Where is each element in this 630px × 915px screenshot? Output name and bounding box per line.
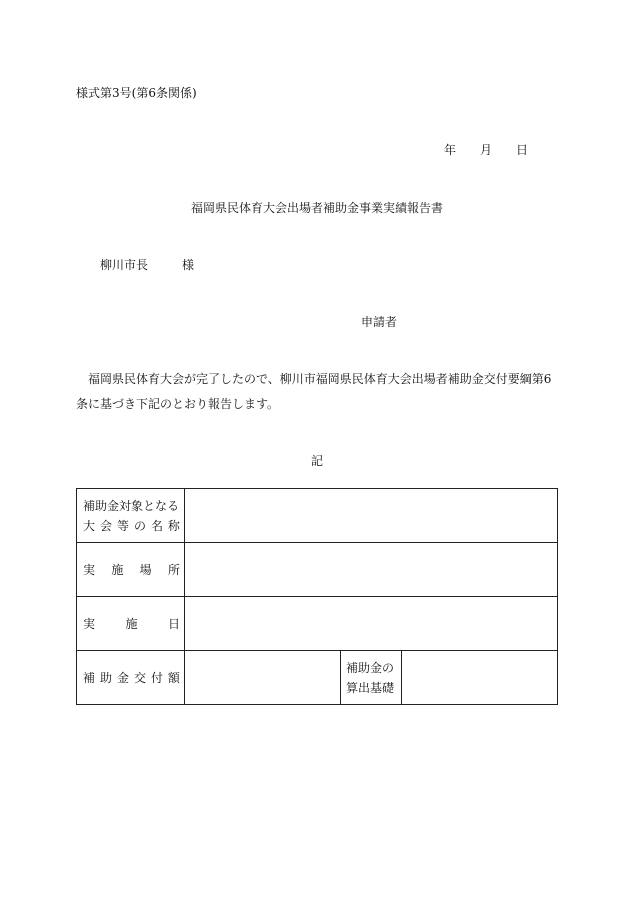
label-char: 付 — [150, 671, 163, 685]
applicant-label: 申請者 — [361, 315, 398, 329]
subsidy-amount-label-cell — [77, 651, 185, 705]
label-char: 実 — [83, 563, 96, 577]
date-label-cell — [77, 597, 185, 651]
label-char: 称 — [167, 518, 180, 533]
label-char: 所 — [167, 563, 180, 577]
form-number: 様式第3号(第6条関係) — [76, 86, 197, 100]
label-char: 場 — [139, 563, 152, 577]
calculation-basis-label-cell — [341, 651, 402, 705]
table-row — [77, 651, 558, 705]
calculation-basis-value-cell[interactable] — [402, 651, 558, 705]
label-char: 等 — [116, 518, 129, 533]
label-char: 日 — [167, 617, 180, 631]
body-text: 福岡県民体育大会が完了したので、柳川市福岡県民体育大会出場者補助金交付要綱第6条に基づき下記のとおり報告します。 — [76, 372, 552, 411]
subsidy-amount-value-cell[interactable] — [185, 651, 341, 705]
label-char: 名 — [150, 518, 163, 533]
label-char: 大 — [83, 518, 96, 533]
addressee-name: 柳川市長 — [100, 258, 149, 272]
label-char: 会 — [99, 518, 112, 533]
date-year-label: 年 — [444, 143, 457, 157]
label-char: 補 — [83, 671, 96, 685]
report-table — [76, 488, 558, 705]
label-char: 施 — [111, 563, 124, 577]
event-name-label-cell — [77, 489, 185, 543]
label-char: 助 — [99, 671, 112, 685]
venue-label-cell — [77, 543, 185, 597]
event-name-label-line1: 補助金対象となる — [83, 498, 180, 513]
subsidy-amount-label — [83, 669, 180, 686]
label-char: 交 — [133, 671, 146, 685]
ki-heading: 記 — [310, 454, 323, 468]
table-row — [77, 489, 558, 543]
calculation-basis-label-line1: 補助金の — [346, 660, 395, 675]
document-title: 福岡県民体育大会出場者補助金事業実績報告書 — [190, 201, 443, 215]
venue-value-cell[interactable] — [185, 543, 558, 597]
date-day-label: 日 — [516, 143, 529, 157]
table-row — [77, 597, 558, 651]
label-char: 金 — [116, 671, 129, 685]
label-char: の — [133, 518, 146, 533]
event-name-label-line2 — [83, 516, 180, 536]
venue-label — [83, 561, 180, 578]
label-char: 施 — [125, 617, 138, 631]
date-label — [83, 615, 180, 632]
date-month-label: 月 — [480, 143, 493, 157]
addressee — [100, 256, 194, 273]
label-char: 額 — [167, 671, 180, 685]
event-name-value-cell[interactable] — [185, 489, 558, 543]
addressee-honorific: 様 — [182, 258, 195, 272]
calculation-basis-label-line2: 算出基礎 — [346, 680, 395, 695]
date-value-cell[interactable] — [185, 597, 558, 651]
table-row — [77, 543, 558, 597]
date-line — [444, 141, 528, 158]
label-char: 実 — [83, 617, 96, 631]
